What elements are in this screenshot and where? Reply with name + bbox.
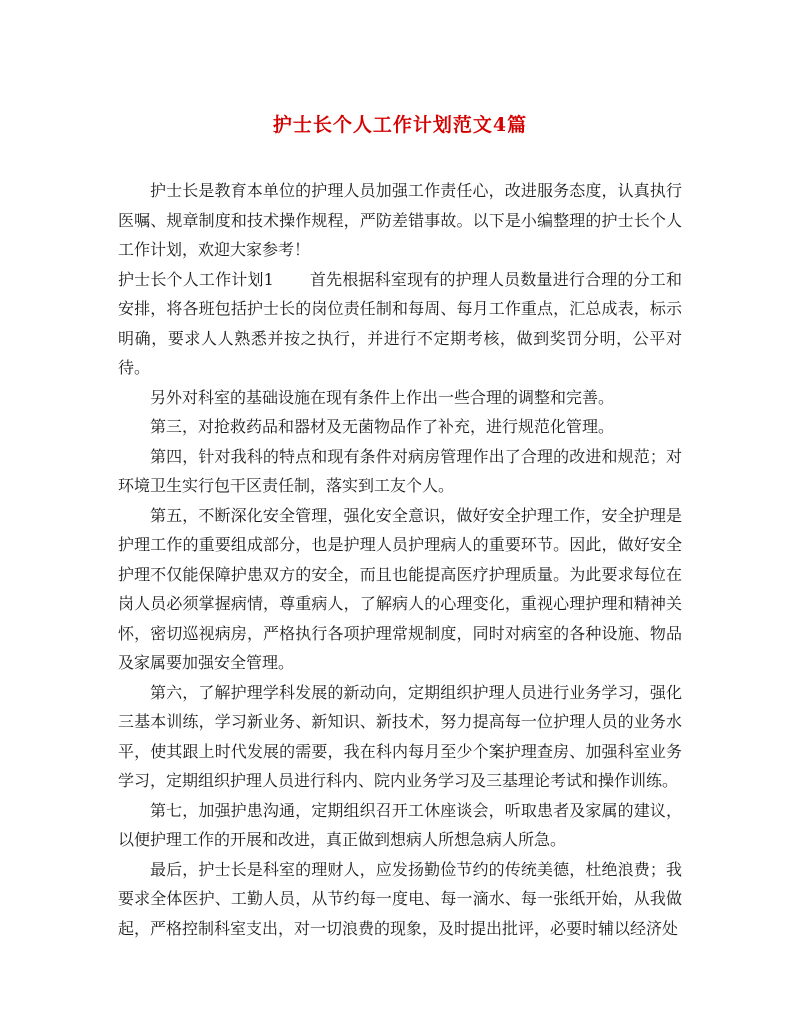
document-title: 护士长个人工作计划范文4篇 [272,114,528,136]
document-body [118,176,682,943]
intro-paragraph: 护士长是教育本单位的护理人员加强工作责任心，改进服务态度，认真执行医嘱、规章制度和技术操作规程，严防差错事故。以下是小编整理的护士长个人工作计划，欢迎大家参考！ [118,181,682,259]
section-1-heading: 护士长个人工作计划1 [118,269,274,289]
section-1-first-text: 首先根据科室现有的护理人员数量进行合理的分工和安排，将各班包括护士长的岗位责任制和每周、每月工作重点，汇总成表，标示明确，要求人人熟悉并按之执行，并进行不定期考核，做到奖罚分明，公平对待。 [118,269,682,377]
paragraph-fifth: 第五，不断深化安全管理，强化安全意识，做好安全护理工作，安全护理是护理工作的重要组成部分，也是护理人员护理病人的重要环节。因此，做好安全护理不仅能保障护患双方的安全，而且也能提高医疗护理质量。为此要求每位在岗人员必须掌握病情，尊重病人，了解病人的心理变化，重视心理护理和精神关怀，密切巡视病房，严格执行各项护理常规制度，同时对病室的各种设施、物品及家属要加强安全管理。 [118,505,682,672]
paragraph-seventh: 第七，加强护患沟通，定期组织召开工休座谈会，听取患者及家属的建议，以便护理工作的开展和改进，真正做到想病人所想急病人所急。 [118,800,682,849]
paragraph-last: 最后，护士长是科室的理财人，应发扬勤俭节约的传统美德，杜绝浪费；我要求全体医护、工勤人员，从节约每一度电、每一滴水、每一张纸开始，从我做起，严格控制科室支出，对一切浪费的现象，及时提出批评，必要时辅以经济处 [118,859,682,938]
paragraph-third: 第三，对抢救药品和器材及无菌物品作了补充，进行规范化管理。 [150,417,615,436]
paragraph-fourth: 第四，针对我科的特点和现有条件对病房管理作出了合理的改进和规范；对环境卫生实行包干区责任制，落实到工友个人。 [118,446,682,495]
paragraph-facilities: 另外对科室的基础设施在现有条件上作出一些合理的调整和完善。 [150,387,615,407]
paragraph-sixth: 第六，了解护理学科发展的新动向，定期组织护理人员进行业务学习，强化三基本训练，学习新业务、新知识、新技术，努力提高每一位护理人员的业务水平，使其跟上时代发展的需要，我在科内每月至少个案护理查房、加强科室业务学习，定期组织护理人员进行科内、院内业务学习及三基理论考试和操作训练。 [118,682,682,790]
section-1-paragraph [118,265,682,383]
